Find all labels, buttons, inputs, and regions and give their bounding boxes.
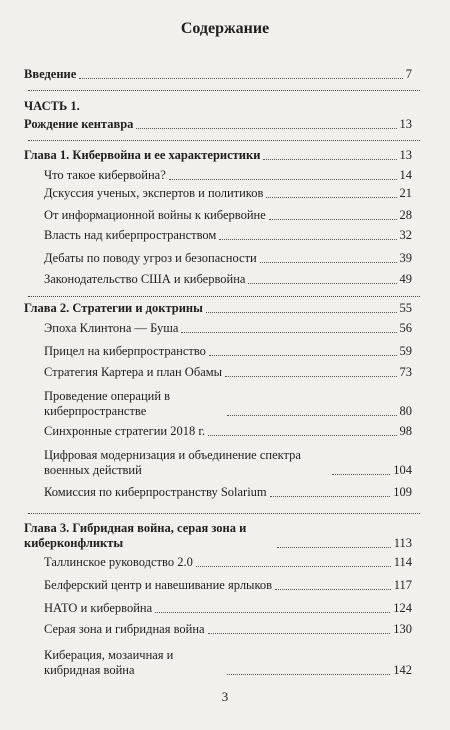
toc-entry-page: 73 (399, 365, 412, 379)
toc-entry-page: 59 (399, 344, 412, 358)
toc-entry[interactable] (24, 67, 412, 82)
leader-dots (263, 159, 396, 160)
toc-entry[interactable] (44, 424, 412, 439)
toc-entry[interactable] (44, 555, 412, 570)
page-number: 3 (221, 689, 229, 704)
toc-entry[interactable] (44, 648, 412, 678)
toc-entry[interactable] (44, 485, 412, 500)
toc-entry-title: Прицел на киберпространство (44, 344, 206, 358)
toc-entry-title: Дскуссия ученых, экспертов и политиков (44, 186, 264, 200)
toc-entry-title: Белферский центр и навешивание ярлыков (44, 578, 273, 592)
section-divider (28, 90, 420, 91)
toc-entry-title: Что такое кибервойна? (44, 168, 166, 182)
toc-entry-title: НАТО и кибервойна (44, 601, 153, 615)
leader-dots (136, 128, 396, 129)
leader-dots (227, 674, 390, 675)
toc-entry[interactable] (44, 168, 412, 183)
toc-chapter[interactable] (24, 521, 412, 551)
toc-entry-title: Киберация, мозаичная и кибридная война (44, 648, 174, 677)
toc-entry[interactable] (44, 365, 412, 380)
leader-dots (227, 415, 397, 416)
toc-entry[interactable] (44, 601, 412, 616)
leader-dots (169, 179, 397, 180)
toc-entry-title: Введение (24, 67, 77, 81)
toc-entry-page: 114 (393, 555, 412, 569)
toc-entry-title: Комиссия по киберпространству Solarium (44, 485, 267, 499)
leader-dots (181, 332, 396, 333)
toc-entry-page: 7 (405, 67, 412, 81)
toc-entry[interactable] (44, 272, 412, 287)
toc-entry-page: 14 (399, 168, 412, 182)
toc-entry[interactable] (44, 622, 412, 637)
toc-entry-title: Синхронные стратегии 2018 г. (44, 424, 206, 438)
toc-entry-title: Глава 2. Стратегии и доктрины (24, 301, 203, 315)
leader-dots (332, 474, 390, 475)
toc-entry-title: Дебаты по поводу угроз и безопасности (44, 251, 257, 265)
toc-entry[interactable] (44, 186, 412, 201)
toc-entry[interactable] (44, 228, 412, 243)
toc-entry-title: Проведение операций в киберпространстве (44, 389, 171, 418)
toc-entry-page: 32 (399, 228, 412, 242)
leader-dots (275, 589, 391, 590)
toc-entry-page: 55 (399, 301, 412, 315)
toc-entry[interactable] (44, 208, 412, 223)
toc-part-label: ЧАСТЬ 1. (24, 99, 80, 113)
toc-entry-page: 56 (399, 321, 412, 335)
toc-entry-title: Эпоха Клинтона — Буша (44, 321, 179, 335)
toc-entry-title: Власть над киберпространством (44, 228, 217, 242)
toc-entry-title: От информационной войны к кибервойне (44, 208, 266, 222)
toc-entry[interactable] (44, 448, 412, 478)
leader-dots (208, 633, 391, 634)
leader-dots (155, 612, 390, 613)
toc-part-heading (24, 99, 324, 114)
leader-dots (208, 435, 396, 436)
leader-dots (269, 219, 397, 220)
section-divider (28, 513, 420, 514)
toc-entry-page: 49 (399, 272, 412, 286)
toc-chapter[interactable] (24, 301, 412, 316)
toc-entry-title: Таллинское руководство 2.0 (44, 555, 193, 569)
leader-dots (277, 547, 391, 548)
toc-entry-page: 39 (399, 251, 412, 265)
page-title: Содержание (180, 20, 270, 37)
toc-entry[interactable] (44, 578, 412, 593)
toc-entry-page: 13 (399, 148, 412, 162)
toc-entry-page: 13 (399, 117, 412, 131)
leader-dots (260, 262, 397, 263)
toc-entry-page: 130 (393, 622, 412, 636)
toc-entry-page: 142 (393, 663, 412, 677)
section-divider (28, 140, 420, 141)
toc-entry-page: 117 (393, 578, 412, 592)
toc-entry-title: Глава 1. Кибервойна и ее характеристики (24, 148, 261, 162)
leader-dots (270, 496, 391, 497)
toc-entry[interactable] (44, 389, 412, 419)
toc-entry-page: 28 (399, 208, 412, 222)
leader-dots (206, 312, 397, 313)
toc-entry-page: 98 (399, 424, 412, 438)
toc-entry-page: 104 (393, 463, 412, 477)
toc-entry-title: Рождение кентавра (24, 117, 134, 131)
toc-entry-page: 80 (399, 404, 412, 418)
leader-dots (219, 239, 396, 240)
leader-dots (225, 376, 396, 377)
toc-entry-page: 113 (393, 536, 412, 550)
toc-entry-title: Цифровая модернизация и объединение спектра военных действий (44, 448, 301, 477)
leader-dots (196, 566, 391, 567)
toc-entry-title: Серая зона и гибридная война (44, 622, 205, 636)
toc-entry[interactable] (44, 321, 412, 336)
toc-entry-title: Стратегия Картера и план Обамы (44, 365, 223, 379)
toc-entry-title: Глава 3. Гибридная война, серая зона и киберконфликты (24, 521, 247, 550)
leader-dots (209, 355, 397, 356)
toc-entry-page: 124 (393, 601, 412, 615)
leader-dots (79, 78, 402, 79)
toc-entry-page: 21 (399, 186, 412, 200)
section-divider (28, 296, 420, 297)
toc-entry[interactable] (24, 117, 412, 132)
toc-chapter[interactable] (24, 148, 412, 163)
leader-dots (248, 283, 396, 284)
toc-entry-page: 109 (393, 485, 412, 499)
toc-entry[interactable] (44, 251, 412, 266)
toc-entry-title: Законодательство США и кибервойна (44, 272, 246, 286)
leader-dots (266, 197, 396, 198)
toc-entry[interactable] (44, 344, 412, 359)
